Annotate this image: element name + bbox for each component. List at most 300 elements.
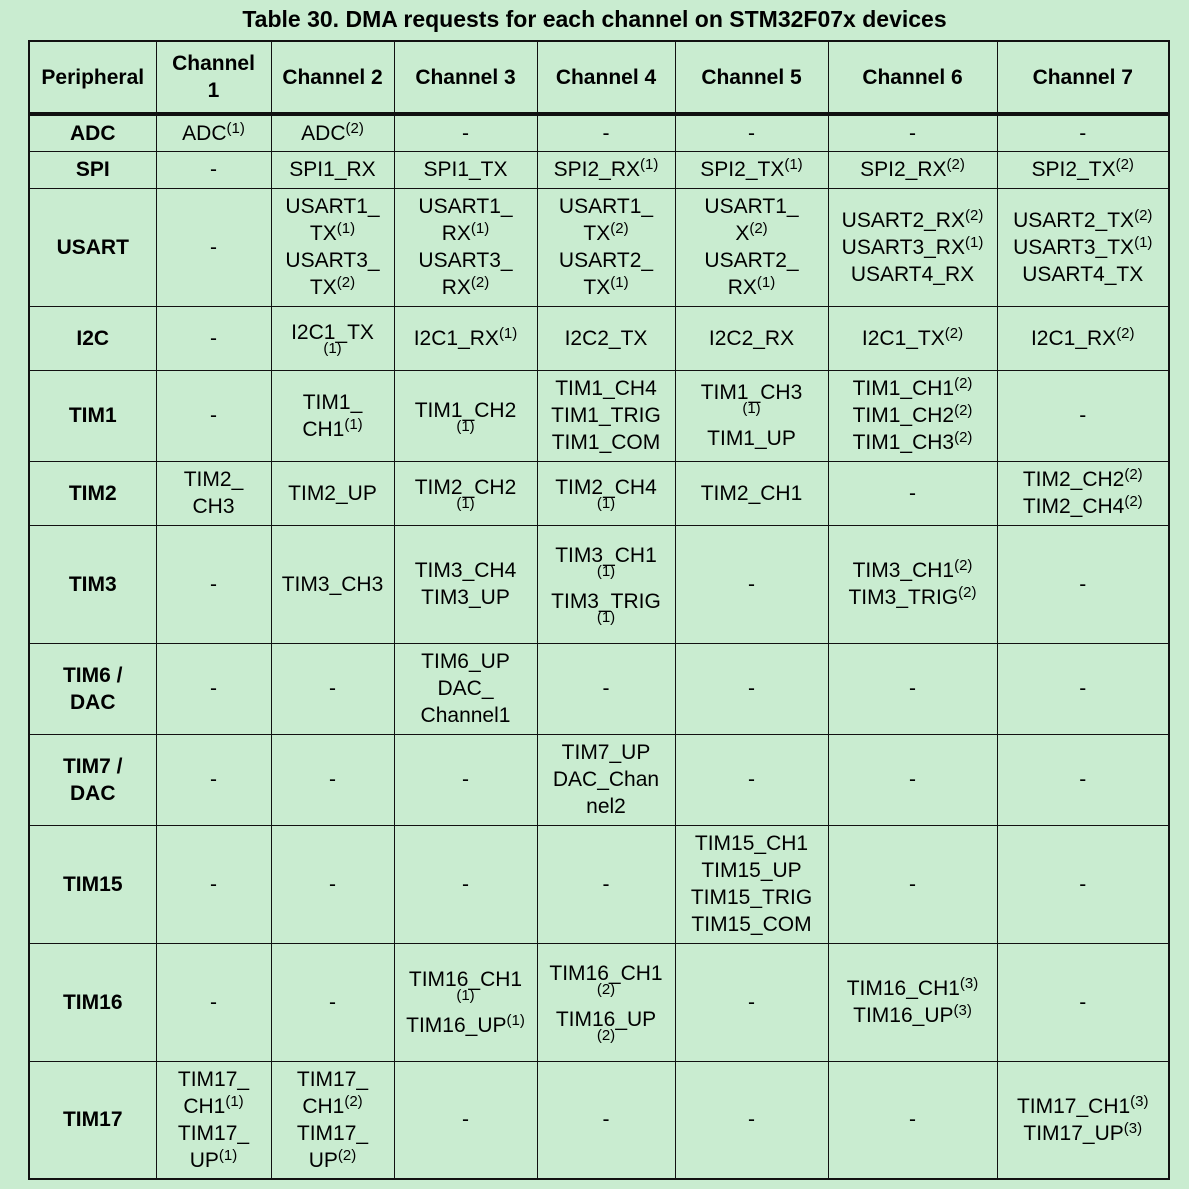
table-cell <box>271 114 394 151</box>
cell-line <box>397 1012 535 1039</box>
cell-text: TIM3_CH1 <box>852 559 955 582</box>
cell-text: TIM15_CH1 <box>694 832 809 855</box>
footnote-superscript: (2) <box>1115 156 1134 173</box>
footnote-superscript: (3) <box>1130 1092 1149 1110</box>
cell-line <box>1000 466 1167 493</box>
line-gap <box>397 1004 535 1012</box>
cell-line <box>159 466 269 493</box>
footnote-superscript: (2) <box>470 274 490 291</box>
table-cell <box>156 943 271 1061</box>
cell-line <box>678 766 826 793</box>
cell-line <box>1000 989 1167 1016</box>
cell-line <box>159 766 269 793</box>
table-cell <box>537 1061 675 1179</box>
cell-line <box>678 571 826 598</box>
table-cell <box>156 461 271 525</box>
table-cell <box>997 188 1169 306</box>
cell-line <box>678 1106 826 1133</box>
cell-text: - <box>909 481 916 505</box>
cell-text: I2C1_RX <box>413 326 499 350</box>
cell-line <box>397 193 535 220</box>
table-cell <box>675 525 828 643</box>
footnote-superscript: (1) <box>218 1146 238 1164</box>
footnote-superscript: (2) <box>954 429 973 446</box>
table-row <box>29 370 1169 461</box>
table-cell <box>828 734 997 825</box>
cell-line <box>540 274 673 301</box>
footnote-superscript: (2) <box>954 402 973 419</box>
cell-text: USART1_ <box>285 195 380 218</box>
table-cell <box>271 525 394 643</box>
cell-line <box>678 274 826 301</box>
table-cell <box>394 306 537 370</box>
cell-text: - <box>210 158 217 181</box>
table-cell <box>997 306 1169 370</box>
cell-line <box>678 120 826 147</box>
cell-line <box>678 989 826 1016</box>
cell-line <box>1000 1120 1167 1147</box>
table-cell <box>394 114 537 151</box>
cell-line <box>159 871 269 898</box>
cell-text: DAC_Chan <box>552 768 660 791</box>
header-channel-4: Channel 4 <box>537 41 675 114</box>
cell-line <box>397 557 535 584</box>
cell-text: USART3_ <box>285 249 380 272</box>
cell-line <box>831 480 995 507</box>
cell-line <box>274 1120 392 1147</box>
cell-text: TIM1_COM <box>551 431 661 454</box>
header-peripheral: Peripheral <box>29 41 156 114</box>
table-cell <box>394 461 537 525</box>
cell-text: - <box>210 235 217 259</box>
footnote-ref: (1) <box>456 495 475 512</box>
cell-line <box>540 675 673 702</box>
footnote-superscript: (1) <box>344 415 363 433</box>
table-row <box>29 1061 1169 1179</box>
cell-line <box>1000 120 1167 147</box>
cell-text: - <box>602 872 610 896</box>
row-peripheral: TIM2 <box>29 461 156 525</box>
footnote-superscript: (2) <box>336 274 356 291</box>
table-cell <box>156 306 271 370</box>
table-cell <box>156 525 271 643</box>
cell-text: TIM1_CH3 <box>852 431 955 454</box>
table-cell <box>997 151 1169 188</box>
cell-line <box>678 884 826 911</box>
cell-text: - <box>210 326 217 350</box>
cell-text: - <box>462 768 469 791</box>
cell-line <box>274 571 392 598</box>
footnote-superscript: (2) <box>1124 466 1143 483</box>
cell-text: - <box>462 121 469 145</box>
cell-text: - <box>210 404 217 427</box>
cell-line <box>397 274 535 301</box>
cell-text: TIM17_UP <box>1023 1121 1124 1145</box>
table-cell <box>675 114 828 151</box>
table-cell <box>828 306 997 370</box>
table-cell <box>271 825 394 943</box>
footnote-ref: (1) <box>596 563 616 580</box>
cell-line <box>274 120 392 147</box>
cell-text: TIM3_CH4 <box>414 559 517 582</box>
table-cell <box>828 1061 997 1179</box>
cell-text: UP <box>189 1148 219 1172</box>
table-row <box>29 643 1169 734</box>
cell-text: TIM15_TRIG <box>690 886 813 909</box>
table-cell <box>675 825 828 943</box>
cell-line <box>274 247 392 274</box>
cell-text: USART3_TX <box>1013 235 1135 259</box>
table-cell <box>828 943 997 1061</box>
row-peripheral <box>29 643 156 734</box>
cell-line <box>1000 402 1167 429</box>
table-row <box>29 825 1169 943</box>
cell-text: nel2 <box>586 795 626 818</box>
cell-line <box>540 429 673 456</box>
cell-text: Channel1 <box>420 704 511 727</box>
table-cell <box>271 151 394 188</box>
table-cell <box>156 643 271 734</box>
table-cell <box>997 643 1169 734</box>
cell-text: TIM3_TRIG <box>551 590 661 613</box>
footnote-superscript: (1) <box>470 220 490 237</box>
cell-text: SPI1_TX <box>423 158 508 181</box>
footnote-superscript: (3) <box>953 1002 972 1019</box>
table-row <box>29 151 1169 188</box>
table-cell <box>271 370 394 461</box>
table-cell <box>537 825 675 943</box>
cell-text: ADC <box>182 121 227 145</box>
cell-text: I2C1_TX <box>861 326 945 350</box>
cell-line <box>397 675 535 702</box>
cell-line <box>678 911 826 938</box>
cell-line <box>397 766 535 793</box>
cell-line <box>274 480 392 507</box>
cell-line <box>274 274 392 301</box>
table-row <box>29 525 1169 643</box>
cell-line <box>831 325 995 352</box>
cell-line <box>1000 571 1167 598</box>
cell-line <box>159 120 269 147</box>
cell-text: TIM2_CH4 <box>1022 495 1125 518</box>
table-cell <box>828 525 997 643</box>
header-channel-5: Channel 5 <box>675 41 828 114</box>
cell-line <box>1000 1093 1167 1120</box>
cell-text: - <box>748 768 755 791</box>
table-cell <box>828 151 997 188</box>
cell-line <box>678 156 826 183</box>
cell-line <box>274 193 392 220</box>
footnote-superscript: (1) <box>336 220 356 237</box>
cell-line <box>540 793 673 820</box>
cell-line <box>1000 871 1167 898</box>
row-peripheral: USART <box>29 188 156 306</box>
cell-line <box>540 871 673 898</box>
cell-line <box>678 325 826 352</box>
table-cell <box>271 461 394 525</box>
cell-line <box>831 1002 995 1029</box>
footnote-superscript: (1) <box>784 156 803 173</box>
cell-text: - <box>909 768 916 791</box>
footnote-superscript: (3) <box>959 975 979 992</box>
table-cell <box>156 151 271 188</box>
table-cell <box>537 114 675 151</box>
cell-text: ADC <box>301 121 346 145</box>
table-cell <box>675 306 828 370</box>
peripheral-line: DAC <box>70 781 116 805</box>
dma-request-table <box>28 40 1170 1180</box>
table-caption: Table 30. DMA requests for each channel on STM32F07x devices <box>242 6 947 32</box>
cell-line <box>159 675 269 702</box>
cell-line <box>678 675 826 702</box>
cell-line <box>540 193 673 220</box>
cell-line <box>159 402 269 429</box>
cell-text: - <box>210 677 217 700</box>
cell-text: USART4_RX <box>850 262 975 286</box>
footnote-superscript: (2) <box>345 119 364 137</box>
cell-text: - <box>748 677 755 700</box>
cell-text: TIM15_COM <box>691 913 812 936</box>
footnote-superscript: (2) <box>337 1146 357 1164</box>
cell-text: TIM1_CH3 <box>700 381 803 404</box>
table-cell <box>394 943 537 1061</box>
cell-line <box>831 234 995 261</box>
cell-text: TIM1_TRIG <box>551 404 661 427</box>
cell-text: CH1 <box>302 1094 345 1118</box>
cell-line <box>159 989 269 1016</box>
cell-line <box>540 402 673 429</box>
cell-text: - <box>602 677 610 700</box>
cell-line <box>831 261 995 288</box>
cell-line <box>274 1147 392 1174</box>
table-cell <box>394 1061 537 1179</box>
header-channel-3: Channel 3 <box>394 41 537 114</box>
cell-text: TX <box>583 222 611 245</box>
cell-text: USART3_ <box>418 249 513 272</box>
table-cell <box>828 643 997 734</box>
table-cell <box>675 370 828 461</box>
table-cell <box>675 1061 828 1179</box>
cell-text: TIM17_ <box>296 1067 369 1091</box>
row-peripheral: TIM1 <box>29 370 156 461</box>
footnote-superscript: (2) <box>1124 493 1143 510</box>
cell-text: - <box>1079 404 1087 427</box>
cell-text: - <box>329 768 336 791</box>
table-cell <box>537 370 675 461</box>
table-cell <box>537 151 675 188</box>
footnote-superscript: (1) <box>498 324 518 342</box>
cell-text: RX <box>441 276 471 299</box>
footnote-ref: (2) <box>596 1027 616 1044</box>
cell-text: USART2_TX <box>1013 208 1135 232</box>
cell-text: TIM16_UP <box>555 1008 657 1031</box>
cell-text: TIM16_UP <box>406 1013 507 1037</box>
table-cell <box>271 943 394 1061</box>
cell-text: TIM2_CH2 <box>414 476 517 499</box>
cell-line <box>274 871 392 898</box>
cell-line <box>831 871 995 898</box>
cell-text: - <box>329 872 336 896</box>
cell-text: - <box>748 1108 755 1132</box>
footnote-superscript: (2) <box>944 324 964 342</box>
cell-text: - <box>748 121 755 145</box>
table-row <box>29 734 1169 825</box>
table-cell <box>394 525 537 643</box>
table-cell <box>537 461 675 525</box>
row-peripheral: TIM15 <box>29 825 156 943</box>
cell-text: - <box>602 121 610 145</box>
row-peripheral: TIM16 <box>29 943 156 1061</box>
header-channel-1: Channel 1 <box>156 41 271 114</box>
cell-line <box>1000 234 1167 261</box>
cell-line <box>397 156 535 183</box>
table-cell <box>828 114 997 151</box>
row-peripheral: TIM17 <box>29 1061 156 1179</box>
cell-text: USART2_ <box>558 249 654 272</box>
cell-line <box>274 1066 392 1093</box>
cell-text: - <box>462 1108 469 1132</box>
cell-text: RX <box>727 276 757 299</box>
table-cell <box>394 734 537 825</box>
cell-text: TIM1_CH2 <box>414 398 517 422</box>
cell-line <box>159 234 269 261</box>
cell-text: USART2_ <box>704 249 799 272</box>
cell-text: DAC_ <box>437 677 494 700</box>
cell-line <box>678 247 826 274</box>
line-gap <box>678 417 826 425</box>
table-cell <box>675 461 828 525</box>
table-cell <box>675 734 828 825</box>
cell-line <box>397 702 535 729</box>
cell-line <box>397 220 535 247</box>
footnote-ref: (1) <box>596 609 616 626</box>
cell-text: USART4_TX <box>1022 262 1144 286</box>
footnote-superscript: (1) <box>756 274 776 291</box>
row-peripheral: ADC <box>29 114 156 151</box>
row-peripheral: I2C <box>29 306 156 370</box>
table-cell <box>271 188 394 306</box>
cell-line <box>831 156 995 183</box>
cell-line <box>397 120 535 147</box>
cell-text: - <box>329 677 336 700</box>
cell-text: - <box>1079 768 1087 791</box>
cell-text: SPI2_TX <box>1031 158 1116 181</box>
cell-text: I2C1_RX <box>1030 326 1117 350</box>
footnote-ref: (1) <box>456 986 475 1004</box>
cell-text: RX <box>441 222 471 245</box>
cell-line <box>1000 207 1167 234</box>
cell-line <box>274 389 392 416</box>
cell-text: TIM17_CH1 <box>1016 1094 1131 1118</box>
cell-text: - <box>1079 990 1087 1014</box>
line-gap <box>540 580 673 588</box>
cell-line <box>274 416 392 443</box>
cell-line <box>831 975 995 1002</box>
cell-line <box>831 584 995 611</box>
cell-text: X <box>735 222 750 245</box>
peripheral-line: DAC <box>70 690 116 714</box>
cell-text: I2C1_TX <box>291 321 374 344</box>
cell-text: - <box>909 677 916 700</box>
cell-text: TIM16_CH1 <box>549 962 663 985</box>
cell-line <box>831 120 995 147</box>
header-channel-6: Channel 6 <box>828 41 997 114</box>
cell-line <box>159 571 269 598</box>
cell-text: - <box>909 872 916 896</box>
table-cell <box>997 461 1169 525</box>
table-cell <box>271 306 394 370</box>
header-channel-2: Channel 2 <box>271 41 394 114</box>
table-cell <box>537 188 675 306</box>
row-peripheral: TIM3 <box>29 525 156 643</box>
cell-line <box>274 156 392 183</box>
footnote-superscript: (3) <box>1123 1119 1143 1137</box>
cell-text: - <box>748 990 755 1014</box>
cell-text: - <box>1079 572 1087 596</box>
table-cell <box>156 188 271 306</box>
table-row <box>29 114 1169 151</box>
cell-text: TX <box>309 276 337 299</box>
cell-text: TIM1_UP <box>707 427 796 450</box>
table-cell <box>675 943 828 1061</box>
cell-text: - <box>462 872 469 896</box>
cell-line <box>397 648 535 675</box>
cell-text: SPI2_RX <box>860 158 947 181</box>
cell-text: - <box>602 1108 610 1132</box>
cell-line <box>159 1147 269 1174</box>
cell-text: - <box>748 572 755 596</box>
peripheral-line: TIM6 / <box>62 663 123 687</box>
cell-text: TIM1_CH4 <box>555 377 657 400</box>
cell-line <box>159 1066 269 1093</box>
cell-line <box>540 120 673 147</box>
table-row <box>29 188 1169 306</box>
footnote-superscript: (1) <box>506 1011 525 1029</box>
footnote-superscript: (2) <box>610 220 629 237</box>
table-cell <box>997 1061 1169 1179</box>
cell-line <box>678 830 826 857</box>
cell-text: - <box>1079 677 1087 700</box>
cell-line <box>831 207 995 234</box>
table-cell <box>271 643 394 734</box>
table-cell <box>537 643 675 734</box>
cell-text: TIM1_ <box>302 390 363 414</box>
table-cell <box>997 370 1169 461</box>
table-cell <box>828 370 997 461</box>
cell-line <box>1000 325 1167 352</box>
cell-text: I2C2_RX <box>708 326 795 350</box>
cell-line <box>397 1106 535 1133</box>
cell-line <box>540 220 673 247</box>
cell-line <box>397 871 535 898</box>
cell-line <box>1000 261 1167 288</box>
footnote-superscript: (2) <box>946 156 965 173</box>
cell-line <box>678 425 826 452</box>
cell-text: USART3_RX <box>841 235 965 259</box>
cell-text: TIM17_ <box>177 1121 250 1145</box>
table-cell <box>675 151 828 188</box>
table-cell <box>394 643 537 734</box>
table-cell <box>394 151 537 188</box>
table-cell <box>156 370 271 461</box>
table-cell <box>997 825 1169 943</box>
table-cell <box>394 188 537 306</box>
cell-line <box>540 156 673 183</box>
cell-text: - <box>1079 872 1087 896</box>
cell-text: - <box>210 990 217 1014</box>
table-cell <box>828 188 997 306</box>
cell-line <box>274 1093 392 1120</box>
